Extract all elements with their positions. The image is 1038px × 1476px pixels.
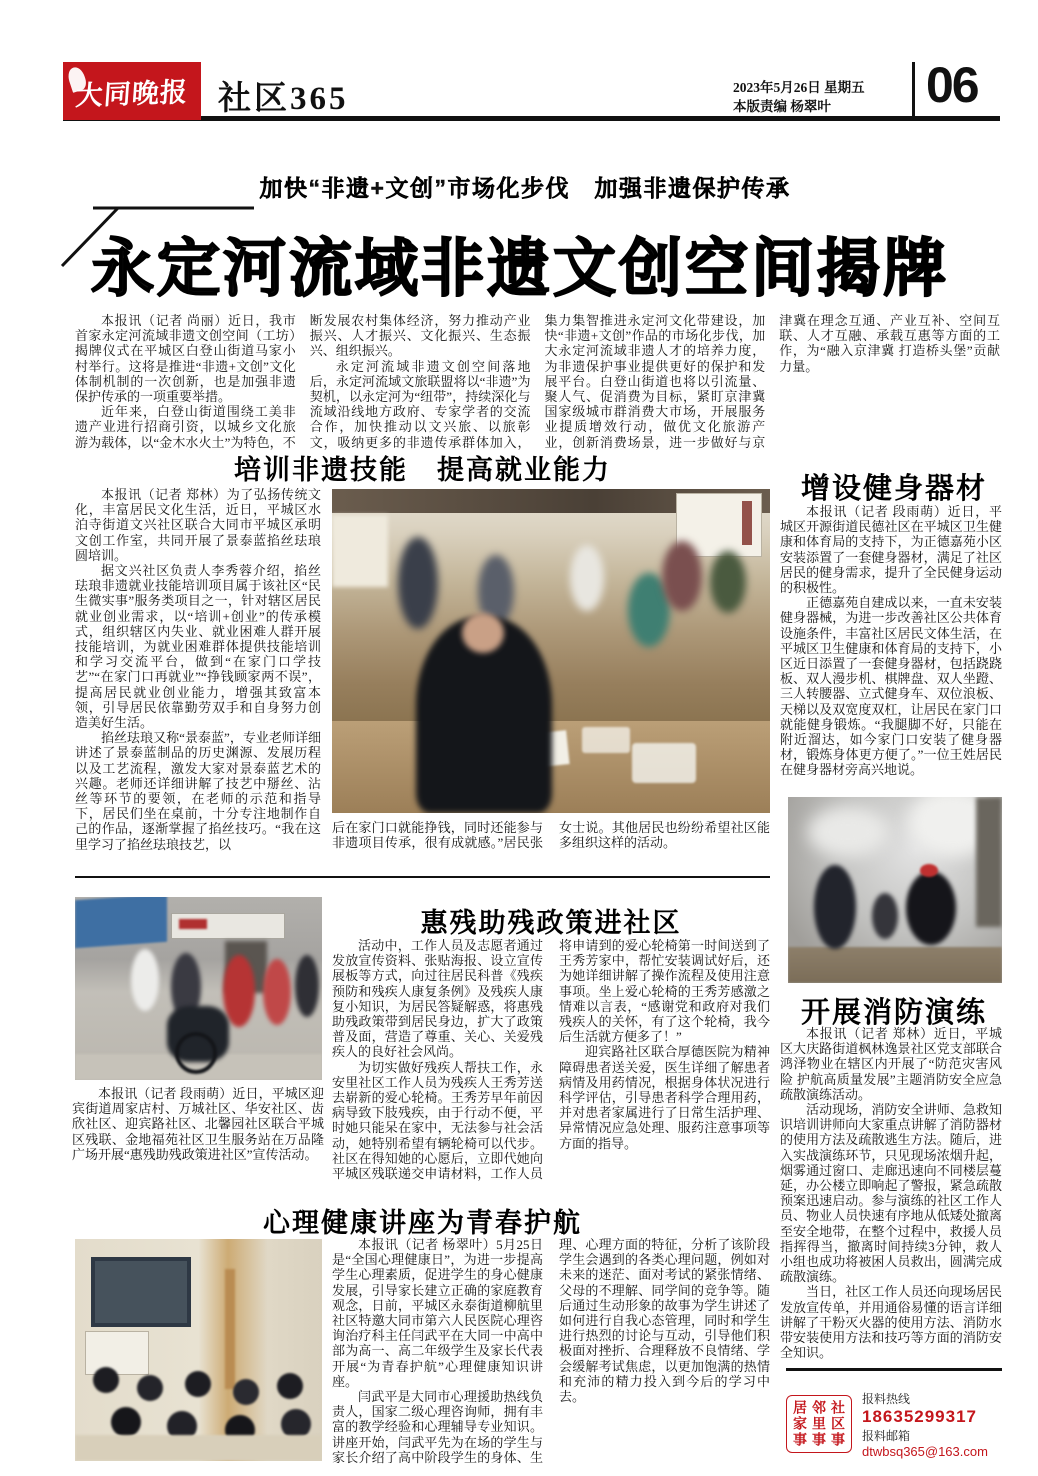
hotline-number: 18635299317 — [862, 1406, 978, 1426]
tag-community: 社区事 — [830, 1400, 846, 1448]
contact-tags — [786, 1395, 852, 1453]
disability-headline: 惠残助残政策进社区 — [420, 908, 682, 938]
tag-home: 居家事 — [792, 1400, 808, 1448]
contact-info — [862, 1390, 988, 1459]
training-headline: 培训非遗技能 提高就业能力 — [234, 455, 611, 485]
tag-neighbor: 邻里事 — [811, 1400, 827, 1448]
photo-fire-drill — [788, 797, 1002, 983]
disability-caption: 本报讯（记者 段雨萌）近日，平城区迎宾街道周家店村、万城社区、华安社区、齿欣社区、迎宾路社区、北馨园社区联合平城区残联、金地福苑社区卫生服务站在万品隆广场开展“惠残助残政策进社区”宣传活动。 — [72, 1086, 324, 1162]
photo-street-outreach — [75, 897, 322, 1080]
editor-text: 本版责编 杨翠叶 — [733, 99, 831, 114]
page-number: 06 — [926, 57, 978, 113]
fitness-body: 本报讯（记者 段雨萌）近日，平城区开源街道民德社区在平城区卫生健康和体育局的支持下，为正德嘉苑小区安装添置了一套健身器材，满足了社区居民的健身需求，提升了全民健身运动的积极性。 正德嘉苑自建成以来，一直未安装健身器械，为进一步改善社区公共体育设施条件，丰富社区居民文体生活，在平城区卫生健康和体育局的支持下，小区近日添置了一套健身器材，包括跷跷板、双人漫步机、棋牌盘、双人坐蹬、三人转腰器、立式健身车、双位浪板、天梯以及双宽度双杠，让居民在家门口就能健身锻炼。“我腿脚不好，只能在附近溜达，如今家门口安装了健身器材，锻炼身体更方便了。”一位王姓居民在健身器材旁高兴地说。 — [780, 504, 1002, 778]
fitness-headline: 增设健身器材 — [800, 473, 987, 505]
email-address: dtwbsq365@163.com — [862, 1443, 988, 1459]
section-title: 社区365 — [218, 81, 349, 117]
training-body: 本报讯（记者 郑林）为了弘扬传统文化，丰富居民文化生活，近日，平城区水泊寺街道文兴社区联合大同市平城区承明文创工作室，共同开展了景泰蓝掐丝珐琅圆培训。 据文兴社区负责人李秀蓉介绍，掐丝珐琅非遗就业技能培训项目属于该社区“民生微实事”服务类项目之一，针对辖区居民就业创业需求，以“培训+创业”的传承模式，组织辖区内失业、就业困难人群开展技能培训，为就业困难群体提供技能培训和学习交流平台，做到“在家门口学技艺”“在家门口再就业”“挣钱顾家两不误”，提高居民就业创业能力，增强其致富本领，引导居民依靠勤劳双手和自身努力创造美好生活。 掐丝珐琅又称“景泰蓝”，专业老师详细讲述了景泰蓝制品的历史渊源、发展历程以及工艺流程，激发大家对景泰蓝艺术的兴趣。老师还详细讲解了技艺中掰丝、沾丝等环节的要领，在老师的示范和指导下，居民们坐在桌前，十分专注地制作自己的作品，逐渐掌握了掐丝技巧。“我在这里学习了掐丝珐琅技艺，以 — [75, 487, 321, 852]
masthead-logo — [63, 62, 201, 120]
lead-kicker: 加快“非遗+文创”市场化步伐 加强非遗保护传承 — [259, 175, 791, 201]
section-rule-left — [75, 876, 770, 878]
photo-lecture — [75, 1239, 322, 1461]
photo-screen — [91, 1257, 191, 1327]
header-rule — [63, 116, 1000, 121]
fire-headline: 开展消防演练 — [800, 997, 987, 1029]
photo-craft-training — [332, 489, 770, 813]
lead-headline: 永定河流域非遗文创空间揭牌 — [91, 234, 949, 304]
lead-body: 本报讯（记者 尚丽）近日，我市首家永定河流域非遗文创空间（工坊）揭牌仪式在平城区白登山街道马家小村举行。这将是推进“非遗+文创”文化体制机制的一次创新，也是加强非遗保护传承的一项重要举措。 近年来，白登山街道围绕工美非遗产业进行招商引资，以城乡文化旅游为载体，以“金木水火土”为特色，不断发展农村集体经济，努力推动产业振兴、人才振兴、文化振兴、生态振兴、组织振兴。 永定河流域非遗文创空间落地后，永定河流域文旅联盟将以“非遗”为契机，以永定河为“纽带”，持续深化与流域沿线地方政府、专家学者的交流合作，加快推动以文兴旅、以旅彰文，吸纳更多的非遗传承群体加入，集力集智推进永定河文化带建设，加快“非遗+文创”作品的市场化步伐，加大永定河流域非遗人才的培养力度，为非遗保护事业提供更好的保护和发展平台。白登山街道也将以引流量、聚人气、促消费为目标，紧盯京津冀国家级城市群消费大市场，开展服务业提质增效行动，做优文化旅游产业，创新消费场景，进一步做好与京津冀在理念互通、产业互补、空间互联、人才互融、承载互惠等方面的工作，为“融入京津冀 打造桥头堡”贡献力量。 — [75, 313, 1000, 450]
fire-body: 本报讯（记者 郑林）近日，平城区大庆路街道枫林逸景社区党支部联合鸿泽物业在辖区内开展了“防范灾害风险 护航高质量发展”主题消防安全应急疏散演练活动。 活动现场，消防安全讲师、急救知识培训讲师向大家重点讲解了消防器材的使用方法及疏散逃生方法。随后，进入实战演练环节，只见现场浓烟升起，烟雾通过窗口、走廊迅速向不同楼层蔓延，办公楼立即响起了警报，紧急疏散预案迅速启动。参与演练的社区工作人员、物业人员快速有序地从低矮处撤离至安全地带，在整个过程中，救援人员指挥得当，撤离时间持续3分钟，救人小组也成功将被困人员救出，圆满完成疏散演练。 当日，社区工作人员还向现场居民发放宣传单，并用通俗易懂的语言详细讲解了干粉灭火器的使用方法、消防水带安装使用方法和技巧等方面的消防安全知识。 — [780, 1026, 1002, 1361]
masthead-title: 大同晚报 — [74, 76, 190, 111]
date-text: 2023年5月26日 星期五 — [733, 80, 865, 95]
email-label: 报料邮箱 — [862, 1428, 911, 1443]
dateline — [733, 78, 865, 116]
hotline-label: 报料热线 — [862, 1391, 911, 1406]
header-divider — [912, 62, 915, 118]
training-caption: 后在家门口就能挣钱，同时还能参与非遗项目传承，很有成就感。”居民张女士说。其他居民也纷纷希望社区能多组织这样的活动。 — [332, 820, 770, 851]
psych-body: 本报讯（记者 杨翠叶）5月25日是“全国心理健康日”，为进一步提高学生心理素质，促进学生的身心健康发展，引导家长建立正确的家庭教育观念，日前，平城区永泰街道柳航里社区特邀大同市第六人民医院心理咨询治疗科主任闫武平在大同一中高中部为高一、高二年级学生及家长代表开展“为青春护航”心理健康知识讲座。 闫武平是大同市心理援助热线负责人，国家二级心理咨询师，拥有丰富的教学经验和心理辅导专业知识。讲座开始，闫武平先为在场的学生与家长介绍了高中阶段学生的身体、生理、心理方面的特征，分析了该阶段学生会遇到的各类心理问题，例如对未来的迷茫、面对考试的紧张情绪、父母的不理解、同学间的竞争等。随后通过生动形象的故事为学生讲述了如何进行自我心态管理，同时和学生进行热烈的讨论与互动，引导他们积极面对挫折、合理释放不良情绪、学会缓解考试焦虑，以更加饱满的热情和充沛的精力投入到今后的学习中去。 — [332, 1237, 770, 1465]
contact-block — [786, 1384, 1002, 1464]
contact-rule — [786, 1368, 1002, 1371]
disability-body: 活动中，工作人员及志愿者通过发放宣传资料、张贴海报、设立宣传展板等方式，向过往居民科普《残疾预防和残疾人康复条例》及残疾人康复小知识，为居民答疑解惑，将惠残助残政策带到居民身边，扩大了政策普及面，营造了尊重、关心、关爱残疾人的良好社会风尚。 为切实做好残疾人帮扶工作，永安里社区工作人员为残疾人王秀芳送去崭新的爱心轮椅。王秀芳早年前因病导致下肢残疾，由于行动不便，平时她只能呆在家中，无法参与社会活动，她特别希望有辆轮椅可以代步。社区在得知她的心愿后，立即代她向平城区残联递交申请材料，工作人员将申请到的爱心轮椅第一时间送到了王秀芳家中，帮忙安装调试好后，还为她详细讲解了操作流程及使用注意事项。坐上爱心轮椅的王秀芳感激之情难以言表，“感谢党和政府对我们残疾人的关怀，有了这个轮椅，我今后生活就方便多了！” 迎宾路社区联合厚德医院为精神障碍患者送关爱，医生详细了解患者病情及用药情况，根据身体状况进行科学评估，引导患者科学合理用药，并对患者家属进行了日常生活护理、异常情况应急处理、服药注意事项等方面的指导。 — [332, 938, 770, 1182]
psych-headline: 心理健康讲座为青春护航 — [263, 1208, 582, 1238]
